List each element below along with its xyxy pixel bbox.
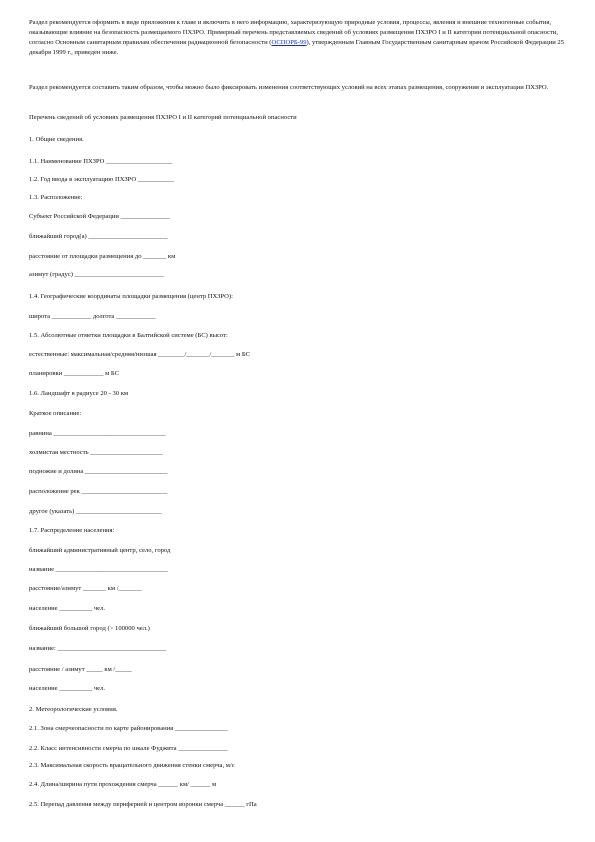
form-line: планировки ____________ м БС bbox=[29, 370, 120, 377]
form-line: название: _________________________________ bbox=[29, 645, 167, 652]
form-line: 2.3. Максимальная скорость вращательного движения стенки смерча, м/с bbox=[29, 762, 235, 769]
form-line: Краткое описание: bbox=[29, 410, 82, 417]
ospb-link[interactable]: ОСПОРБ-99 bbox=[271, 39, 307, 46]
form-line: 1.6. Ландшафт в радиусе 20 - 30 км bbox=[29, 390, 129, 397]
form-line: население __________ чел. bbox=[29, 685, 106, 692]
intro-text-end: ), утвержденным Главным Государственным санитарным врачом Российской Федерации 25 декабря 1999 г., приведен ниже. bbox=[29, 39, 565, 56]
form-line: равнина __________________________________ bbox=[29, 430, 166, 437]
form-line: подножие и долина _________________________ bbox=[29, 468, 168, 475]
form-line: 2.1. Зона смерчеопасности по карте районирования ________________ bbox=[29, 725, 228, 732]
form-line: естественные: максимальная/средняя/низшая ________/_______/_______ м БС bbox=[29, 351, 250, 358]
form-line: ближайший административный центр, село, город bbox=[29, 547, 171, 554]
form-line: расстояние/азимут _______ км /_______ bbox=[29, 585, 142, 592]
layout-paragraph: Раздел рекомендуется составить таким образом, чтобы можно было фиксировать изменения соответствующих условий на всех этапах размещения, сооружения и эксплуатации ПХЗРО. bbox=[29, 84, 549, 91]
form-line: население __________ чел. bbox=[29, 605, 106, 612]
form-line: 1.3. Расположение: bbox=[29, 194, 83, 201]
form-line: ближайший город(а) ________________________ bbox=[29, 233, 168, 240]
form-line: 1.1. Наименование ПХЗРО ____________________ bbox=[29, 158, 173, 165]
form-line: 1.4. Географические координаты площадки размещения (центр ПХЗРО): bbox=[29, 293, 233, 300]
form-line: широта ____________ долгота ____________ bbox=[29, 313, 156, 320]
form-line: название __________________________________ bbox=[29, 566, 168, 573]
form-line: 1.2. Год ввода в эксплуатацию ПХЗРО ___________ bbox=[29, 176, 175, 183]
form-line: холмистая местность ______________________ bbox=[29, 449, 163, 456]
form-line: азимут (градус) ___________________________ bbox=[29, 271, 164, 278]
form-line: 1.5. Абсолютные отметки площадки в Балтийской системе (БС) высот: bbox=[29, 332, 228, 339]
form-line: расположение рек __________________________ bbox=[29, 488, 168, 495]
form-line: расстояние / азимут _____ км /_____ bbox=[29, 666, 132, 673]
list-heading: Перечень сведений об условиях размещения ПХЗРО I и II категорий потенциальной опасности bbox=[29, 114, 297, 121]
form-line: ближайший большой город (> 100000 чел.) bbox=[29, 625, 150, 632]
form-line: другое (указать) __________________________ bbox=[29, 508, 162, 515]
intro-paragraph bbox=[29, 18, 569, 58]
form-line: 2.2. Класс интенсивности смерча по шкале Фуджита _______________ bbox=[29, 745, 228, 752]
form-line: 2. Метеорологические условия. bbox=[29, 706, 118, 713]
form-line: 1.7. Распределение населения: bbox=[29, 527, 115, 534]
form-line: расстояние от площадки размещения до _______ км bbox=[29, 253, 176, 260]
intro-text-start: Раздел рекомендуется оформить в виде приложения к главе и включить в него информацию, характеризующую природные условия, процессы, явления и внешние техногенные события, оказывающие влияние на безопасность размещаемого ПХЗРО. Примерный перечень представляемых сведений об условиях размещения ПХЗРО I и II категории потенциальной опасности, согласно Основным санитарным правилам обеспечения радиационной безопасности ( bbox=[29, 19, 559, 46]
form-line: 1. Общие сведения. bbox=[29, 136, 84, 143]
form-line: 2.5. Перепад давления между периферией и центром воронки смерча ______ гПа bbox=[29, 801, 257, 808]
form-line: 2.4. Длина/ширина пути прохождения смерча ______ км/ ______ м bbox=[29, 781, 217, 788]
form-line: Субъект Российской Федерации _______________ bbox=[29, 213, 171, 220]
